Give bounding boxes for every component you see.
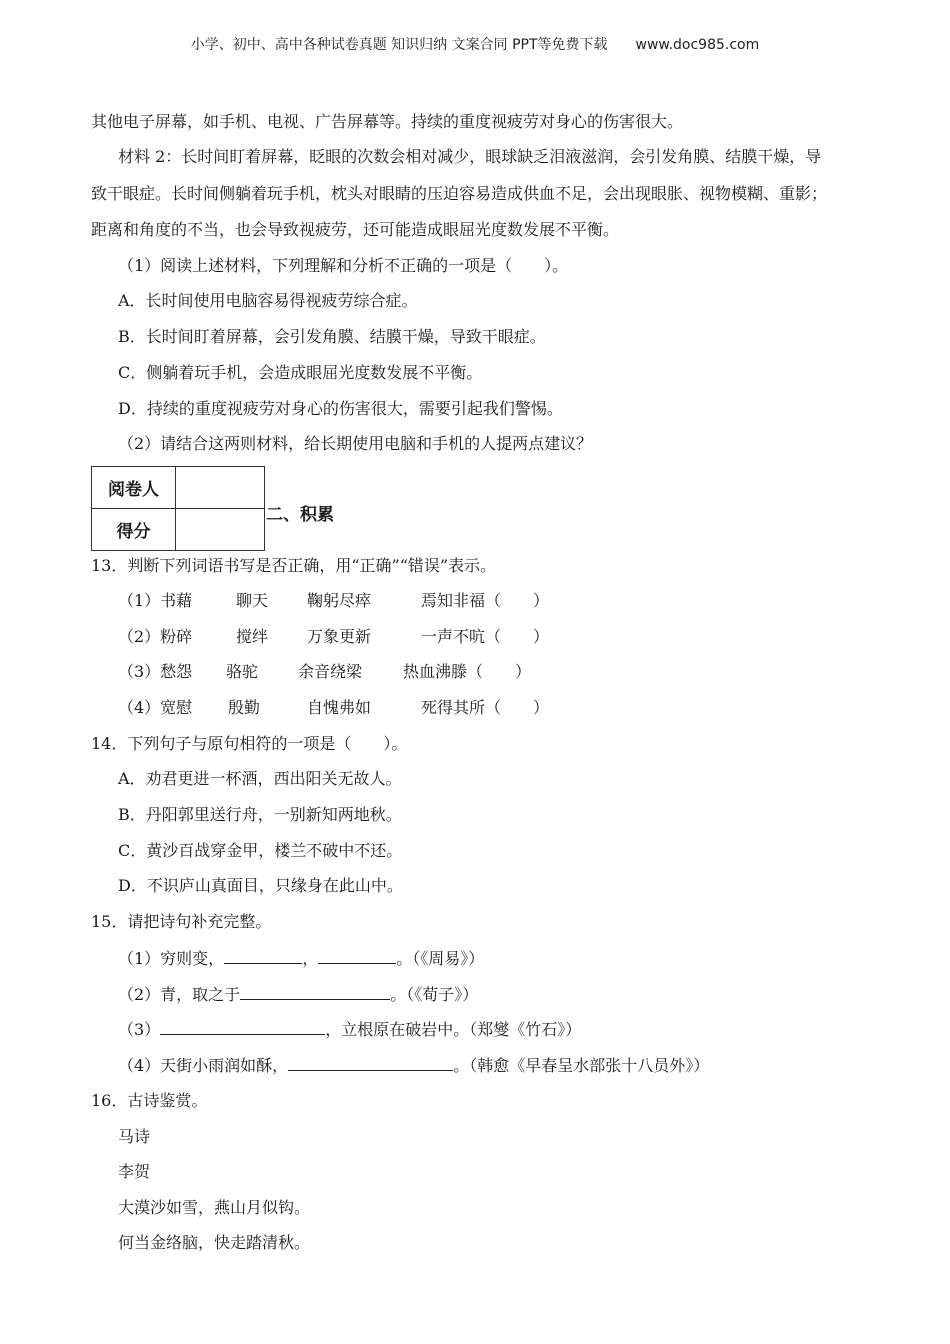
q15-s4-blank[interactable] xyxy=(288,1054,453,1071)
grader-table xyxy=(91,466,265,551)
q15-stem: 15．请把诗句补充完整。 xyxy=(91,912,272,931)
q15-sentence-4 xyxy=(118,1054,709,1077)
reviewer-field[interactable] xyxy=(176,467,265,509)
q12-option-a: A．长时间使用电脑容易得视疲劳综合症。 xyxy=(118,291,418,310)
section-title: 二、积累 xyxy=(266,505,334,525)
score-field[interactable] xyxy=(176,509,265,551)
q15-s3-prefix: （3） xyxy=(118,1020,161,1039)
q13-row-3-word-4: 热血沸滕（ ） xyxy=(403,662,532,681)
poem-line-2: 何当金络脑，快走踏清秋。 xyxy=(118,1233,311,1252)
q15-s4-suffix: 。（韩愈《早春呈水部张十八员外》） xyxy=(453,1056,710,1075)
q14-stem: 14．下列句子与原句相符的一项是（ ）。 xyxy=(91,734,408,753)
poem-author: 李贺 xyxy=(118,1162,151,1181)
q15-s1-prefix: （1）穷则变， xyxy=(118,949,225,968)
q15-sentence-1 xyxy=(118,947,484,970)
score-label: 得分 xyxy=(92,509,176,551)
q13-row-2-num: （2）粉碎 xyxy=(118,627,193,646)
q14-option-d: D．不识庐山真面目，只缘身在此山中。 xyxy=(118,876,403,895)
q12-option-c: C．侧躺着玩手机，会造成眼屈光度数发展不平衡。 xyxy=(118,363,483,382)
q12-sub1: （1）阅读上述材料，下列理解和分析不正确的一项是（ ）。 xyxy=(118,256,569,275)
passage-line-4: 距离和角度的不当，也会导致视疲劳，还可能造成眼屈光度数发展不平衡。 xyxy=(91,220,620,239)
passage-line-2: 材料 2：长时间盯着屏幕，眨眼的次数会相对减少，眼球缺乏泪液滋润，会引发角膜、结膜干燥，导 xyxy=(118,147,822,166)
q13-row-4-word-4: 死得其所（ ） xyxy=(421,698,550,717)
q13-row-3-word-3: 余音绕梁 xyxy=(298,662,363,681)
passage-line-3: 致干眼症。长时间侧躺着玩手机，枕头对眼睛的压迫容易造成供血不足，会出现眼胀、视物模糊、重影； xyxy=(91,184,828,203)
q12-option-b: B．长时间盯着屏幕，会引发角膜、结膜干燥，导致干眼症。 xyxy=(118,327,546,346)
q13-row-2-word-3: 万象更新 xyxy=(307,627,372,646)
q15-s2-prefix: （2）青，取之于 xyxy=(118,985,241,1004)
q13-row-1-word-3: 鞠躬尽瘁 xyxy=(307,591,372,610)
q15-s3-suffix: ，立根原在破岩中。（郑燮《竹石》） xyxy=(325,1020,582,1039)
q15-sentence-3 xyxy=(118,1018,581,1041)
q13-row-4-num: （4）宽慰 xyxy=(118,698,193,717)
q14-option-b: B．丹阳郭里送行舟，一别新知两地秋。 xyxy=(118,805,402,824)
header-text: 小学、初中、高中各种试卷真题 知识归纳 文案合同 PPT等免费下载 xyxy=(190,37,608,53)
q15-s1-suffix: 。（《周易》） xyxy=(396,949,485,968)
q13-row-1-word-4: 焉知非福（ ） xyxy=(421,591,550,610)
q15-s1-blank-1[interactable] xyxy=(224,947,302,964)
q15-s4-prefix: （4）天街小雨润如酥， xyxy=(118,1056,289,1075)
q15-s1-blank-2[interactable] xyxy=(318,947,396,964)
q13-row-2-word-2: 搅绊 xyxy=(236,627,269,646)
q15-s3-blank[interactable] xyxy=(160,1018,325,1035)
q12-option-d: D．持续的重度视疲劳对身心的伤害很大，需要引起我们警惕。 xyxy=(118,399,563,418)
q13-row-4-word-2: 殷勤 xyxy=(228,698,261,717)
poem-line-1: 大漠沙如雪，燕山月似钩。 xyxy=(118,1198,311,1217)
q15-s1-mid: ， xyxy=(302,949,319,968)
q14-option-a: A．劝君更进一杯酒，西出阳关无故人。 xyxy=(118,769,402,788)
q16-stem: 16．古诗鉴赏。 xyxy=(91,1091,208,1110)
passage-line-1: 其他电子屏幕，如手机、电视、广告屏幕等。持续的重度视疲劳对身心的伤害很大。 xyxy=(91,112,684,131)
q13-row-3-word-2: 骆驼 xyxy=(226,662,259,681)
header-url[interactable]: www.doc985.com xyxy=(635,37,760,53)
q13-row-4-word-3: 自愧弗如 xyxy=(307,698,372,717)
q13-row-3-num: （3）愁怨 xyxy=(118,662,193,681)
q15-sentence-2 xyxy=(118,983,478,1006)
q13-row-1-word-2: 聊天 xyxy=(236,591,269,610)
q14-option-c: C．黄沙百战穿金甲，楼兰不破中不还。 xyxy=(118,841,403,860)
q13-row-2-word-4: 一声不吭（ ） xyxy=(421,627,550,646)
q15-s2-suffix: 。（《荀子》） xyxy=(390,985,479,1004)
poem-title: 马诗 xyxy=(118,1127,151,1146)
q15-s2-blank[interactable] xyxy=(240,983,390,1000)
reviewer-label: 阅卷人 xyxy=(92,467,176,509)
q13-stem: 13．判断下列词语书写是否正确，用“正确”“错误”表示。 xyxy=(91,556,497,575)
q13-row-1-num: （1）书藉 xyxy=(118,591,193,610)
page-header xyxy=(0,34,950,54)
q12-sub2: （2）请结合这两则材料，给长期使用电脑和手机的人提两点建议？ xyxy=(118,434,593,453)
